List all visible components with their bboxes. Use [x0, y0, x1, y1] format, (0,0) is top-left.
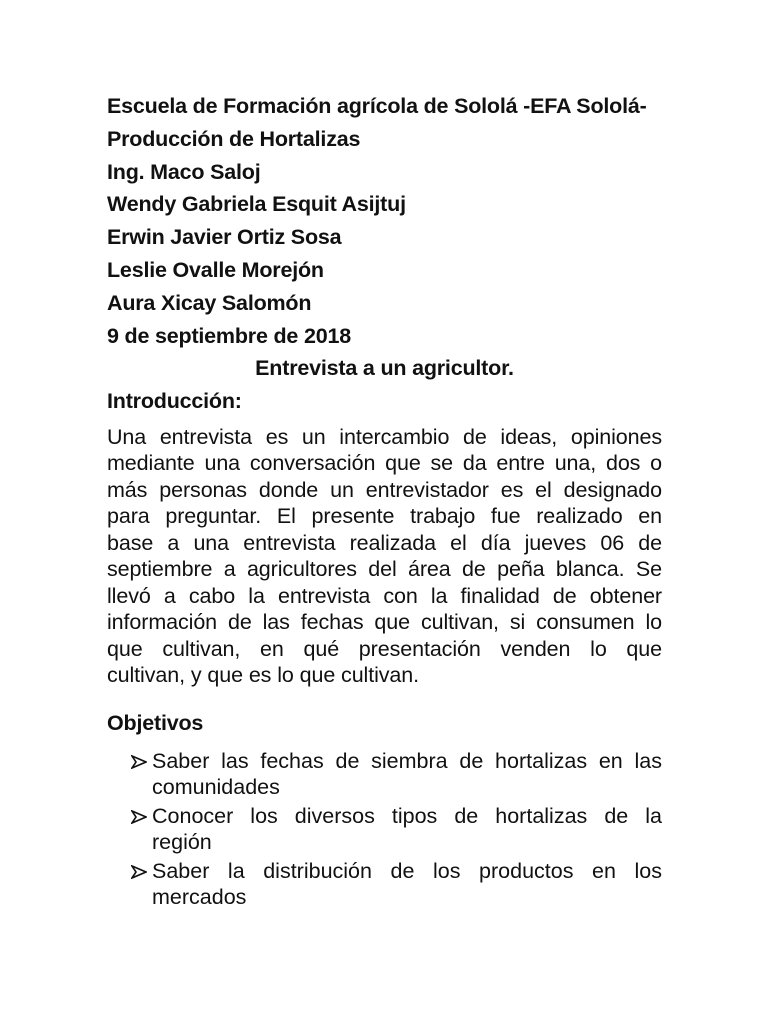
list-item-text: Conocer los diversos tipos de hortalizas de la	[152, 803, 662, 828]
list-item	[107, 748, 662, 801]
paragraph-line: base a una entrevista realizada el día jueves 06 de	[107, 530, 662, 555]
school-name: Escuela de Formación agrícola de Sololá -EFA Sololá-	[107, 94, 647, 118]
document-title: Entrevista a un agricultor.	[255, 356, 514, 381]
list-item	[107, 858, 662, 911]
list-item-text: mercados	[152, 885, 247, 910]
introduction-paragraph	[107, 424, 662, 689]
paragraph-line: que cultivan, en qué presentación venden lo que	[107, 636, 662, 661]
paragraph-line: septiembre a agricultores del área de peña blanca. Se	[107, 557, 662, 582]
document-page	[107, 90, 662, 913]
student-name: Leslie Ovalle Morejón	[107, 257, 324, 282]
paragraph-line: mediante una conversación que se da entre una, dos o	[107, 451, 662, 476]
paragraph-line: más personas donde un entrevistador es el designado	[107, 477, 662, 502]
list-item-text: Saber las fechas de siembra de hortalizas en las	[152, 748, 662, 773]
paragraph-line: Una entrevista es un intercambio de ideas, opiniones	[107, 424, 662, 449]
student-name: Erwin Javier Ortiz Sosa	[107, 225, 342, 250]
teacher-name: Ing. Maco Saloj	[107, 159, 261, 184]
list-item-text: Saber la distribución de los productos en los	[152, 858, 662, 883]
objectives-heading: Objetivos	[107, 710, 204, 735]
arrow-bullet-icon	[131, 865, 147, 879]
list-item	[107, 803, 662, 856]
document-date: 9 de septiembre de 2018	[107, 323, 351, 348]
arrow-bullet-icon	[131, 755, 147, 769]
student-name: Aura Xicay Salomón	[107, 290, 312, 315]
paragraph-line: cultivan, y que es lo que cultivan.	[107, 663, 420, 688]
paragraph-line: para preguntar. El presente trabajo fue realizado en	[107, 504, 662, 529]
objectives-list	[107, 748, 662, 911]
introduction-heading: Introducción:	[107, 389, 242, 414]
student-name: Wendy Gabriela Esquit Asijtuj	[107, 192, 406, 217]
list-item-text: comunidades	[152, 775, 280, 800]
course-name: Producción de Hortalizas	[107, 126, 361, 151]
paragraph-line: información de las fechas que cultivan, si consumen lo	[107, 610, 662, 635]
paragraph-line: llevó a cabo la entrevista con la finalidad de obtener	[107, 583, 662, 608]
list-item-text: región	[152, 830, 212, 855]
arrow-bullet-icon	[131, 810, 147, 824]
